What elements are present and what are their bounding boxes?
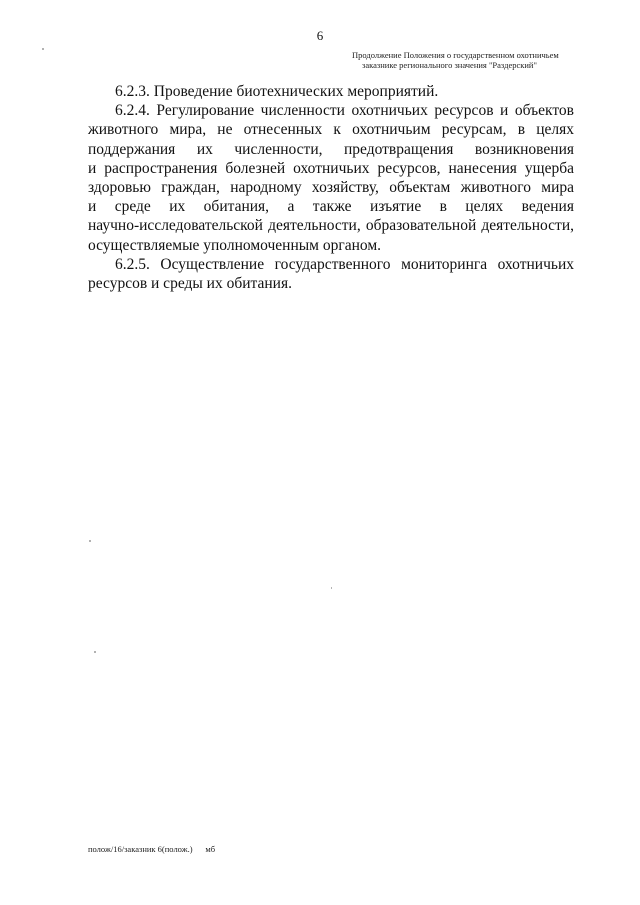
scan-speck <box>331 587 332 589</box>
scan-speck <box>89 540 91 542</box>
paragraph-line: 6.2.4. Регулирование численности охотничьих ресурсов и объектов <box>115 102 574 120</box>
paragraph-6-2-5 <box>88 255 574 293</box>
paragraph-line: и среде их обитания, а также изъятие в целях ведения <box>88 198 574 216</box>
footer-code-text: полож/16/заказник 6(полож.) <box>88 844 193 854</box>
paragraph-6-2-4 <box>88 101 574 255</box>
paragraph-line: 6.2.3. Проведение биотехнических мероприятий. <box>115 83 439 100</box>
paragraph-6-2-3 <box>88 82 574 101</box>
footer-file-code <box>88 844 215 854</box>
paragraph-line: поддержания их численности, предотвращения возникновения <box>88 140 574 158</box>
paragraph-line: ресурсов и среды их обитания. <box>88 275 292 293</box>
paragraph-line: животного мира, не отнесенных к охотничьим ресурсам, в целях <box>88 121 574 139</box>
paragraph-line: и распространения болезней охотничьих ресурсов, нанесения ущерба <box>88 159 574 177</box>
paragraph-line: 6.2.5. Осуществление государственного мониторинга охотничьих <box>115 255 574 273</box>
running-header-line-2: заказнике регионального значения "Раздерский" <box>362 60 537 70</box>
scan-speck <box>94 651 96 653</box>
paragraph-line: научно-исследовательской деятельности, образовательной деятельности, <box>88 217 574 235</box>
body-text <box>88 82 574 293</box>
footer-initials: мб <box>205 844 216 854</box>
running-header-line-1: Продолжение Положения о государственном охотничьем <box>352 50 559 60</box>
running-header <box>352 50 592 70</box>
paragraph-line: осуществляемые уполномоченным органом. <box>88 236 382 254</box>
page-number: 6 <box>316 28 324 43</box>
paragraph-line: здоровью граждан, народному хозяйству, объектам животного мира <box>88 179 574 197</box>
scan-speck <box>42 48 44 50</box>
